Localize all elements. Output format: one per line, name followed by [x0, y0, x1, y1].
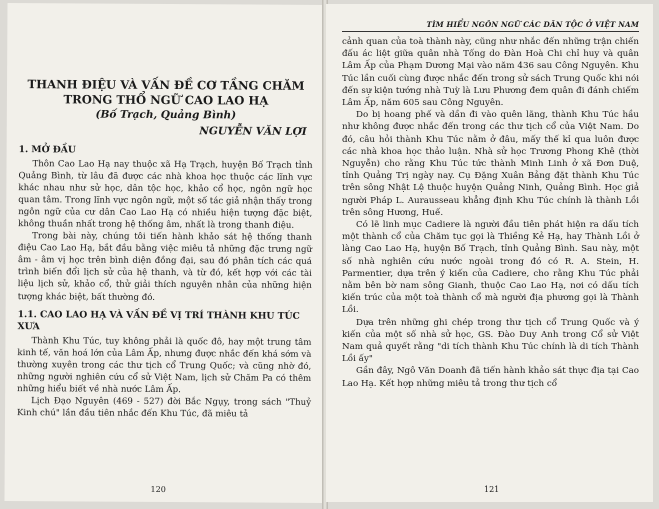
author-name: NGUYỄN VĂN LỢI	[199, 125, 307, 138]
article-subtitle: (Bố Trạch, Quảng Bình)	[95, 108, 237, 122]
paragraph: Thôn Cao Lao Hạ nay thuộc xã Hạ Trạch, huyện Bố Trạch tỉnh Quảng Bình, từ lâu đã được các nhà khoa học thuộc các lĩnh vực khác nhau như sử học, dân tộc học, khảo cổ học, ngôn ngữ học quan tâm. Trong lĩnh vực ngôn ngữ, một số tác giả nhận thấy trong ngôn ngữ của cư dân Cao Lao Hạ có nhiều hiện tượng đặc biệt, không thuần nhất trong hệ thống âm, nhất là trong thanh điệu.	[18, 159, 313, 232]
section-heading-1-1: 1.1. CAO LAO HẠ VÀ VẤN ĐỀ VỊ TRÍ THÀNH KHU TÚC XƯA	[17, 308, 300, 332]
title-line-1: THANH ĐIỆU VÀ VẤN ĐỀ CƠ TẦNG CHĂM	[27, 77, 305, 93]
title-line-2: TRONG THỔ NGỮ CAO LAO HẠ	[63, 92, 269, 108]
paragraph: Lịch Đạo Nguyên (469 - 527) đời Bắc Ngụy, trong sách "Thuỷ Kinh chú" lần đầu tiên nhắc đến Khu Túc, đã miêu tả	[16, 395, 312, 420]
page-number: 120	[150, 484, 166, 495]
paragraph: Có lẽ linh mục Cadiere là người đầu tiên phát hiện ra dấu tích một thành cổ của Chăm tục gọi là Thiềng Kẻ Hạ, hay Thành Lồi ở làng Cao Lao Hạ, huyện Bố Trạch, tỉnh Quảng Bình. Sau này, một số nhà nghiên cứu nước ngoài trong đó có R. A. Stein, H. Parmentier, dựa trên ý kiến của Cadiere, cho rằng Khu Túc phải nằm bên bờ nam sông Gianh, thuộc Cao Lao Hạ, nơi có dấu tích kiến trúc của một toà thành cổ mà người địa phương gọi là Thành Lồi.	[342, 220, 639, 316]
running-head: TÌM HIỂU NGÔN NGỮ CÁC DÂN TỘC Ở VIỆT NAM	[342, 20, 639, 32]
page-number: 121	[484, 485, 500, 494]
paragraph: Trong bài này, chúng tôi tiến hành khảo sát hệ thống thanh điệu Cao Lao Hạ, bắt đầu bằng việc miêu tả những đặc trưng ngữ âm - âm vị học trên bình diện đồng đại, sau đó phân tích các quá trình biến đổi lịch sử của hệ thanh, và từ đó, kết hợp với các tài liệu lịch sử, khảo cổ, thử giải thích nguyên nhân của những hiện tượng khác biệt, bất thường đó.	[17, 231, 313, 303]
paragraph: Dựa trên những ghi chép trong thư tịch cổ Trung Quốc và ý kiến của một số nhà sử học, GS. Đào Duy Anh trong Cổ sử Việt Nam quả quyết rằng "di tích thành Khu Túc chính là di tích Thành Lồi ấy"	[342, 317, 639, 365]
left-page	[4, 3, 325, 503]
paragraph: cảnh quan của toà thành này, cũng như nhắc đến những trận chiến đấu ác liệt giữa quân nhà Tống do Đàn Hoà Chi chỉ huy và quân Lâm Ấp của Phạm Dương Mại vào năm 436 sau Công Nguyên. Khu Túc lần cuối cùng được nhắc đến trong sử sách Trung Quốc khi nói đến sự kiện tướng nhà Tuỳ là Lưu Phương đem quân đi đánh chiếm Lâm Ấp, năm 605 sau Công Nguyên.	[342, 37, 639, 109]
section-heading-1: 1. MỞ ĐẦU	[18, 144, 77, 156]
paragraph: Thành Khu Túc, tuy không phải là quốc đô, hay một trung tâm kinh tế, văn hoá lớn của Lâm Ấp, nhưng được nhắc đến khá sớm và thường xuyên trong các thư tịch cổ Trung Quốc; và cũng nhờ đó, những người nghiên cứu cổ sử Việt Nam, lịch sử Chăm Pa có thêm những hiểu biết về nhà nước Lâm Ấp.	[17, 335, 312, 395]
article-title	[19, 77, 313, 109]
paragraph: Gần đây, Ngô Văn Doanh đã tiến hành khảo sát thực địa tại Cao Lao Hạ. Kết hợp những miêu tả trong thư tịch cổ	[342, 366, 639, 389]
right-page	[326, 4, 653, 502]
paragraph: Do bị hoang phế và dần đi vào quên lãng, thành Khu Túc hầu như không được nhắc đến trong các thư tịch cổ của Việt Nam. Do đó, câu hỏi thành Khu Túc nằm ở đâu, mấy thế kỉ qua luôn được các nhà khoa học thảo luận. Nhà sử học Trương Phong Khê (thời Nguyễn) cho rằng Khu Túc tức thành Minh Linh ở xã Đơn Duệ, tỉnh Quảng Trị ngày nay. Cụ Đặng Xuân Bảng đặt thành Khu Túc trên sông Nhật Lệ thuộc huyện Quảng Ninh, Quảng Bình. Học giả người Pháp L. Aurausseau khẳng định Khu Túc chính là thành Lồi trên sông Hương, Huế.	[342, 110, 639, 218]
